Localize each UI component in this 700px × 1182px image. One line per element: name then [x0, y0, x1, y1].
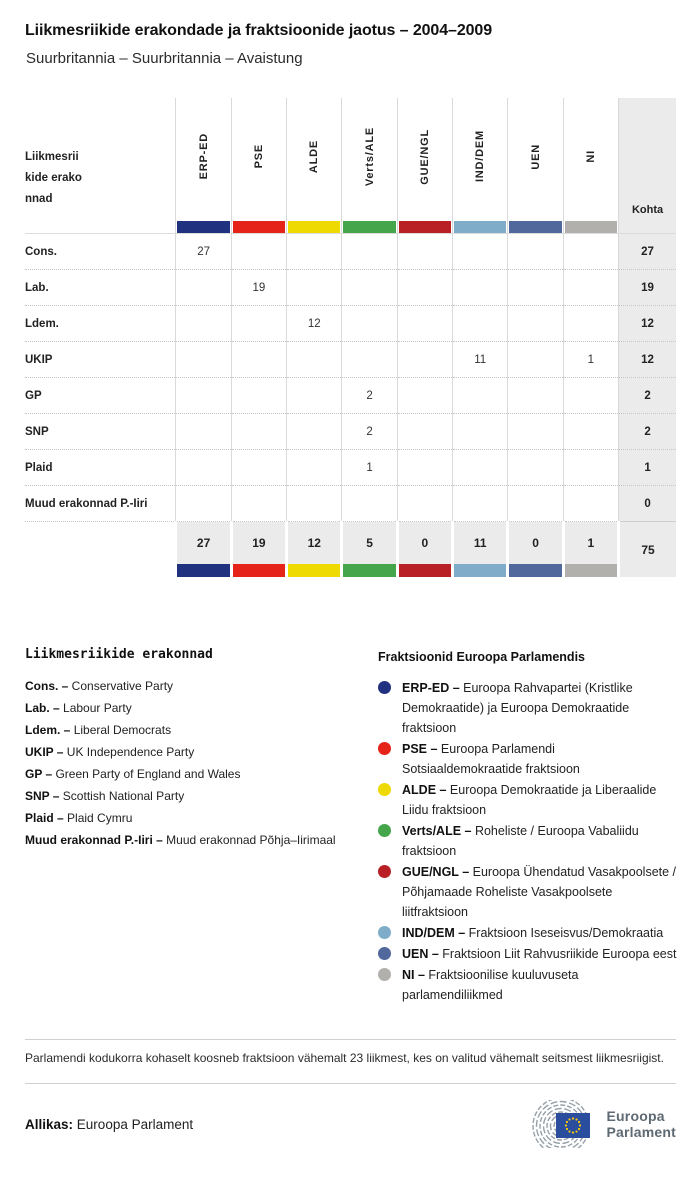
table-row: [25, 270, 676, 306]
seat-cell-uen: [508, 270, 563, 306]
seat-cell-alde: [287, 486, 342, 522]
color-bar-ind/dem: [453, 220, 508, 234]
seat-cell-alde: [287, 414, 342, 450]
seat-cell-ind/dem: [453, 450, 508, 486]
table-row: [25, 342, 676, 378]
seat-cell-pse: [231, 414, 286, 450]
seat-cell-uen: [508, 486, 563, 522]
grand-total-cell: 75: [619, 522, 676, 578]
legend-group-name: Fraktsioonilise kuuluvuseta parlamendiliikmed: [402, 968, 579, 1002]
totals-color-bar-row: [25, 564, 676, 577]
color-bar-uen: [508, 220, 563, 234]
legend-party-name: Scottish National Party: [59, 789, 185, 803]
row-total-cell: 12: [619, 342, 676, 378]
group-header-label: UEN: [529, 143, 542, 170]
seat-cell-ni: [563, 234, 618, 270]
legend-group-text: [402, 944, 676, 964]
totals-row: [25, 522, 676, 565]
total-cell-verts/ale: 5: [342, 522, 397, 565]
color-bar: [454, 564, 506, 577]
totals-empty-cell: [25, 564, 176, 577]
color-bar-pse: [231, 564, 286, 577]
legend-party-abbr: UKIP –: [25, 745, 64, 759]
seat-cell-gue/ngl: [397, 450, 452, 486]
color-bar: [233, 221, 285, 233]
row-header-label: Liikmesriikide erakonnad: [25, 151, 82, 205]
legend-group-item: [378, 780, 678, 820]
seat-cell-erp-ed: [176, 486, 231, 522]
ep-logo-line1: Euroopa: [606, 1108, 665, 1124]
table-row: [25, 414, 676, 450]
seat-cell-pse: 19: [231, 270, 286, 306]
legend-group-name: Fraktsioon Iseseisvus/Demokraatia: [465, 926, 664, 940]
total-cell-alde: 12: [287, 522, 342, 565]
legend-party-name: Plaid Cymru: [63, 811, 133, 825]
legend-group-item: [378, 965, 678, 1005]
seat-cell-ni: 1: [563, 342, 618, 378]
seat-cell-alde: [287, 450, 342, 486]
seat-cell-gue/ngl: [397, 378, 452, 414]
group-header-ind/dem: [453, 98, 508, 220]
legend-party-item: [25, 785, 355, 807]
legend-party-abbr: Plaid –: [25, 811, 64, 825]
legend-group-abbr: ALDE –: [402, 783, 447, 797]
row-total-cell: 2: [619, 414, 676, 450]
table-row: [25, 234, 676, 270]
row-total-cell: 19: [619, 270, 676, 306]
seat-cell-alde: [287, 270, 342, 306]
seat-cell-alde: [287, 378, 342, 414]
legend-group-name: Euroopa Demokraatide ja Liberaalide Liidu fraktsioon: [402, 783, 657, 817]
legend-group-item: [378, 862, 678, 922]
row-label: GP: [25, 378, 176, 414]
color-bar-pse: [231, 220, 286, 234]
table-row: [25, 486, 676, 522]
seat-cell-ni: [563, 378, 618, 414]
source-line: [25, 1117, 193, 1132]
legend-groups-list: [378, 678, 678, 1005]
seat-cell-alde: [287, 234, 342, 270]
color-bar-erp-ed: [176, 564, 231, 577]
page-subtitle: Suurbritannia – Suurbritannia – Avaistung: [26, 50, 303, 67]
legend-group-text: [402, 678, 678, 738]
seat-cell-gue/ngl: [397, 486, 452, 522]
totals-empty-cell: [25, 522, 176, 565]
color-bar: [399, 221, 451, 233]
legend-group-item: [378, 944, 678, 964]
table-row: [25, 450, 676, 486]
total-cell-gue/ngl: 0: [397, 522, 452, 565]
source-value: Euroopa Parlament: [76, 1116, 194, 1132]
seat-cell-verts/ale: 1: [342, 450, 397, 486]
color-bar: [565, 564, 617, 577]
legend-party-name: Green Party of England and Wales: [52, 767, 241, 781]
legend-party-abbr: Lab. –: [25, 701, 60, 715]
seat-cell-uen: [508, 378, 563, 414]
group-color-dot-icon: [378, 681, 391, 694]
legend-group-abbr: UEN –: [402, 947, 439, 961]
ep-logo-text: [607, 1108, 677, 1140]
legend-parties: [25, 647, 355, 1006]
total-cell-ni: 1: [563, 522, 618, 565]
legend-party-item: [25, 763, 355, 785]
color-bar-uen: [508, 564, 563, 577]
legend-group-text: [402, 862, 678, 922]
color-bar-verts/ale: [342, 564, 397, 577]
color-bar-ni: [563, 564, 618, 577]
legend-group-name: Roheliste / Euroopa Vabaliidu fraktsioon: [402, 824, 639, 858]
color-bar-alde: [287, 564, 342, 577]
legend-party-item: [25, 719, 355, 741]
color-bar-alde: [287, 220, 342, 234]
seat-cell-uen: [508, 234, 563, 270]
color-bar: [343, 221, 395, 233]
row-total-cell: 2: [619, 378, 676, 414]
row-total-cell: 0: [619, 486, 676, 522]
group-color-dot-icon: [378, 968, 391, 981]
legend-group-abbr: NI –: [402, 968, 425, 982]
row-header-cell: [25, 98, 176, 234]
group-header-label: Verts/ALE: [363, 126, 376, 187]
seat-cell-pse: [231, 306, 286, 342]
legend-party-name: UK Independence Party: [63, 745, 195, 759]
table-row: [25, 306, 676, 342]
seat-cell-pse: [231, 234, 286, 270]
group-color-dot-icon: [378, 947, 391, 960]
kohta-header-label: Kohta: [631, 204, 664, 216]
row-label: Lab.: [25, 270, 176, 306]
legend-party-item: [25, 741, 355, 763]
seat-cell-pse: [231, 486, 286, 522]
seat-cell-ind/dem: [453, 486, 508, 522]
seat-cell-ni: [563, 414, 618, 450]
eu-flag-icon: [556, 1113, 590, 1138]
total-cell-uen: 0: [508, 522, 563, 565]
source-label: Allikas:: [25, 1116, 74, 1132]
seat-cell-erp-ed: [176, 450, 231, 486]
group-color-dot-icon: [378, 926, 391, 939]
legend-party-item: [25, 675, 355, 697]
color-bar-verts/ale: [342, 220, 397, 234]
seat-cell-verts/ale: 2: [342, 414, 397, 450]
legend-group-name: Euroopa Ühendatud Vasakpoolsete / Põhjamaade Roheliste Vasakpoolsete liitfraktsioon: [402, 865, 677, 919]
color-bar: [509, 564, 561, 577]
total-cell-ind/dem: 11: [453, 522, 508, 565]
legend-parties-title: Liikmesriikide erakonnad: [25, 647, 213, 662]
row-label: SNP: [25, 414, 176, 450]
seat-cell-verts/ale: [342, 342, 397, 378]
legend-party-item: [25, 697, 355, 719]
legend-group-item: [378, 923, 678, 943]
seat-cell-gue/ngl: [397, 342, 452, 378]
seats-table-body: [25, 234, 676, 522]
seat-cell-uen: [508, 414, 563, 450]
row-total-cell: 27: [619, 234, 676, 270]
group-header-label: ALDE: [308, 139, 321, 174]
group-header-label: IND/DEM: [474, 130, 487, 183]
ep-logo-line2: Parlament: [606, 1124, 676, 1140]
color-bar-ind/dem: [453, 564, 508, 577]
seat-cell-erp-ed: [176, 270, 231, 306]
legend-group-name: Euroopa Rahvapartei (Kristlike Demokraatide) ja Euroopa Demokraatide fraktsioon: [402, 681, 633, 735]
group-header-label: ERP-ED: [197, 133, 210, 180]
seats-table: [25, 98, 676, 577]
legend-group-item: [378, 821, 678, 861]
seat-cell-ni: [563, 450, 618, 486]
legend-party-item: [25, 807, 355, 829]
legend-parties-list: [25, 675, 355, 851]
group-color-dot-icon: [378, 824, 391, 837]
color-bar: [509, 221, 561, 233]
color-bar: [399, 564, 451, 577]
row-label: Ldem.: [25, 306, 176, 342]
color-bar: [177, 564, 229, 577]
legend-group-text: [402, 965, 678, 1005]
group-header-verts/ale: [342, 98, 397, 220]
row-total-cell: 1: [619, 450, 676, 486]
seat-cell-verts/ale: 2: [342, 378, 397, 414]
legend-group-abbr: Verts/ALE –: [402, 824, 472, 838]
legend-groups: [378, 647, 678, 1006]
seat-cell-gue/ngl: [397, 270, 452, 306]
group-header-label: NI: [584, 150, 597, 163]
seat-cell-verts/ale: [342, 486, 397, 522]
legend-group-item: [378, 678, 678, 738]
group-color-dot-icon: [378, 742, 391, 755]
color-bar-gue/ngl: [397, 564, 452, 577]
row-label: UKIP: [25, 342, 176, 378]
group-header-alde: [287, 98, 342, 220]
color-bar: [233, 564, 285, 577]
seat-cell-ind/dem: 11: [453, 342, 508, 378]
row-label: Muud erakonnad P.-Iiri: [25, 486, 176, 522]
legend-party-abbr: Ldem. –: [25, 723, 71, 737]
seat-cell-ind/dem: [453, 378, 508, 414]
legend-party-name: Conservative Party: [68, 679, 174, 693]
color-bar: [343, 564, 395, 577]
seat-cell-ni: [563, 270, 618, 306]
table-row: [25, 378, 676, 414]
seat-cell-ind/dem: [453, 306, 508, 342]
group-color-dot-icon: [378, 783, 391, 796]
row-total-cell: 12: [619, 306, 676, 342]
legend-party-abbr: GP –: [25, 767, 53, 781]
seat-cell-erp-ed: [176, 342, 231, 378]
group-header-erp-ed: [176, 98, 231, 220]
page-title: Liikmesriikide erakondade ja fraktsioonide jaotus – 2004–2009: [25, 22, 493, 39]
legend-group-name: Euroopa Parlamendi Sotsiaaldemokraatide fraktsioon: [402, 742, 580, 776]
group-header-ni: [563, 98, 618, 220]
legend-party-name: Labour Party: [59, 701, 132, 715]
total-cell-erp-ed: 27: [176, 522, 231, 565]
color-bar-gue/ngl: [397, 220, 452, 234]
legend-group-text: [402, 739, 678, 779]
seat-cell-erp-ed: [176, 378, 231, 414]
seat-cell-ni: [563, 306, 618, 342]
legend-group-item: [378, 739, 678, 779]
seat-cell-verts/ale: [342, 270, 397, 306]
color-bar: [565, 221, 617, 233]
seat-cell-ni: [563, 486, 618, 522]
legend-party-item: [25, 829, 355, 851]
legend-group-text: [402, 780, 678, 820]
footnote: Parlamendi kodukorra kohaselt koosneb fraktsioon vähemalt 23 liikmest, kes on valitud vähemalt seitsmest liikmesriigist.: [25, 1039, 676, 1084]
color-bar: [288, 221, 340, 233]
seat-cell-ind/dem: [453, 270, 508, 306]
legend-group-name: Fraktsioon Liit Rahvusriikide Euroopa eest: [438, 947, 677, 961]
seat-cell-alde: [287, 342, 342, 378]
legend-group-text: [402, 821, 678, 861]
legend-party-abbr: SNP –: [25, 789, 60, 803]
legends: [25, 647, 676, 1006]
row-label: Cons.: [25, 234, 176, 270]
kohta-header: [619, 98, 676, 234]
seat-cell-gue/ngl: [397, 414, 452, 450]
seat-cell-pse: [231, 450, 286, 486]
legend-party-abbr: Muud erakonnad P.-Iiri –: [25, 833, 163, 847]
seat-cell-gue/ngl: [397, 306, 452, 342]
legend-groups-title: Fraktsioonid Euroopa Parlamendis: [378, 650, 585, 664]
seat-cell-uen: [508, 342, 563, 378]
legend-group-abbr: ERP-ED –: [402, 681, 460, 695]
legend-party-abbr: Cons. –: [25, 679, 69, 693]
seat-cell-verts/ale: [342, 234, 397, 270]
group-header-label: PSE: [252, 144, 265, 169]
seat-cell-alde: 12: [287, 306, 342, 342]
color-bar: [454, 221, 506, 233]
total-cell-pse: 19: [231, 522, 286, 565]
seat-cell-ind/dem: [453, 414, 508, 450]
group-header-uen: [508, 98, 563, 220]
seat-cell-erp-ed: [176, 306, 231, 342]
group-header-pse: [231, 98, 286, 220]
legend-party-name: Muud erakonnad Põhja–Iirimaal: [162, 833, 336, 847]
seat-cell-pse: [231, 378, 286, 414]
seat-cell-gue/ngl: [397, 234, 452, 270]
color-bar: [177, 221, 229, 233]
color-bar-erp-ed: [176, 220, 231, 234]
seat-cell-verts/ale: [342, 306, 397, 342]
color-bar: [288, 564, 340, 577]
seat-cell-uen: [508, 306, 563, 342]
seat-cell-uen: [508, 450, 563, 486]
legend-group-abbr: PSE –: [402, 742, 438, 756]
group-color-dot-icon: [378, 865, 391, 878]
legend-group-abbr: IND/DEM –: [402, 926, 466, 940]
seat-cell-ind/dem: [453, 234, 508, 270]
seat-cell-erp-ed: 27: [176, 234, 231, 270]
group-header-gue/ngl: [397, 98, 452, 220]
legend-party-name: Liberal Democrats: [70, 723, 172, 737]
row-label: Plaid: [25, 450, 176, 486]
group-header-label: GUE/NGL: [418, 128, 431, 185]
legend-group-abbr: GUE/NGL –: [402, 865, 470, 879]
footer: [25, 1096, 676, 1152]
legend-group-text: [402, 923, 663, 943]
color-bar-ni: [563, 220, 618, 234]
group-header-row: [25, 98, 676, 220]
seat-cell-pse: [231, 342, 286, 378]
seat-cell-erp-ed: [176, 414, 231, 450]
